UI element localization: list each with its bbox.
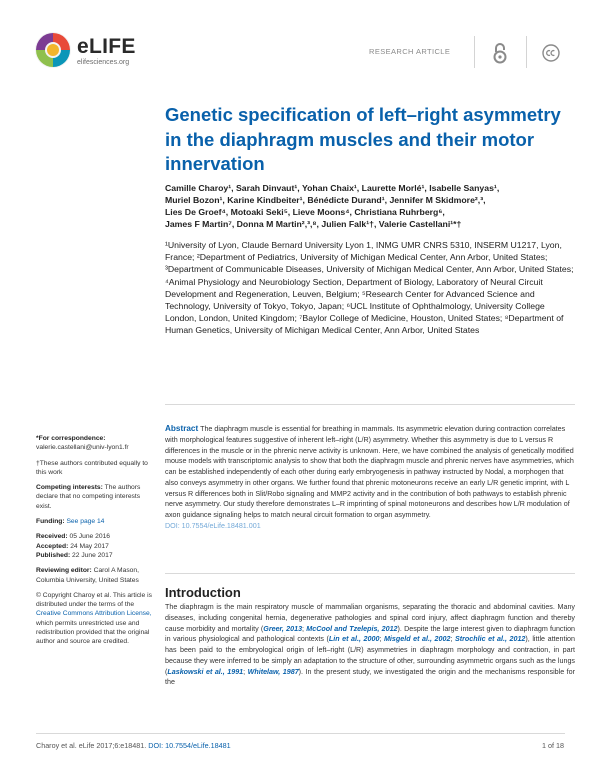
author-line: James F Martin⁷, Donna M Martin²,³,⁸, Julien Falk¹†, Valerie Castellani¹*† [165, 219, 462, 229]
accepted-label: Accepted: [36, 542, 69, 550]
competing-interests [36, 483, 154, 511]
article-title: Genetic specification of left–right asymmetry in the diaphragm muscles and their motor innervation [165, 104, 561, 174]
reviewing-editor [36, 566, 154, 585]
body-text: ; [302, 624, 307, 633]
editor-value: Carol A Mason, Columbia University, United States [36, 567, 139, 584]
footer-citation-text: Charoy et al. eLife 2017;6:e18481. [36, 741, 147, 750]
equal-contribution-note: †These authors contributed equally to this work [36, 459, 148, 476]
citation-link[interactable]: McCool and Tzelepis, 2012 [306, 624, 398, 633]
author-line: Lies De Groef⁴, Motoaki Seki⁵, Lieve Moons⁴, Christiana Ruhrberg⁶, [165, 207, 445, 217]
competing-value: The authors declare that no competing interests exist. [36, 484, 141, 510]
body-text: ; [379, 635, 384, 644]
abstract [165, 424, 575, 532]
received-date: 05 June 2016 [69, 533, 111, 541]
funding-label: Funding: [36, 518, 65, 526]
body-text: The diaphragm is the main respiratory muscle of mammalian organisms, separating the thoracic and abdominal cavities. Many diseases, including congenital hernia, degenerative pathologies and spinal cord injury, affect diaphragm function and thereby cause morbidity and mortality ( [165, 603, 575, 633]
article-type: RESEARCH ARTICLE [369, 47, 451, 56]
author-line: Camille Charoy¹, Sarah Dinvaut¹, Yohan Chaix¹, Laurette Morlé¹, Isabelle Sanyas¹, [165, 183, 500, 193]
footer-divider [36, 733, 565, 734]
published-label: Published: [36, 551, 71, 559]
abstract-text: The diaphragm muscle is essential for breathing in mammals. Its asymmetric elevation during contraction correlates with morphological features suggestive of inherent left–right (L/R) asymmetry. Whether this asymmetry is due to L versus R differences in the muscle or in the phrenic nerve activity is unknown. Here, we have combined the analysis of genetically modified mouse models with transcriptomic analysis to show that both the diaphragm muscle and phrenic nerves have asymmetries, which can be established independently of each other during early embryogenesis in pathway instructed by Nodal, a morphogen that also conveys asymmetry in other organs. We further found that phrenic motoneurons receive an early L/R genetic imprint, with L versus R differences both in Slit/Robo signaling and MMP2 activity and in the contribution of both pathways to establish phrenic nerve asymmetry. Our study therefore demonstrates L–R imprinting of spinal motoneurons and describes how L/R modulation of axon guidance signaling helps to match neural circuit formation to organ asymmetry. [165, 425, 574, 519]
author-line: Muriel Bozon¹, Karine Kindbeiter¹, Bénédicte Durand¹, Jennifer M Skidmore²,³, [165, 195, 486, 205]
logo-wordmark: eLIFE [77, 35, 136, 58]
citation-link[interactable]: Greer, 2013 [263, 624, 303, 633]
funding-link[interactable]: See page 14 [66, 518, 105, 526]
received-label: Received: [36, 533, 68, 541]
elife-logo[interactable] [33, 30, 148, 70]
open-access-icon[interactable] [490, 42, 510, 64]
citation-link[interactable]: Misgeld et al., 2002 [383, 635, 451, 644]
creative-commons-icon[interactable] [542, 44, 560, 62]
citation-link[interactable]: Strochlic et al., 2012 [454, 635, 526, 644]
competing-label: Competing interests: [36, 484, 103, 492]
body-text: ; [243, 667, 248, 676]
section-heading: Introduction [165, 585, 241, 600]
page-number: 1 of 18 [542, 741, 564, 750]
citation-link[interactable]: Lin et al., 2000 [328, 635, 380, 644]
correspondence-label: *For correspondence: [36, 435, 106, 442]
body-text: ). In the present study, we investigated the origin and the mechanisms responsible for the [165, 667, 575, 687]
editor-label: Reviewing editor: [36, 567, 92, 575]
logo-url: elifesciences.org [77, 59, 130, 66]
citation-link[interactable]: Whitelaw, 1987 [247, 667, 299, 676]
affiliations: ¹University of Lyon, Claude Bernard University Lyon 1, INMG UMR CNRS 5310, INSERM U1217, Lyon, France; ²Department of Pediatrics, University of Michigan Medical Center, Ann Arbor, United States; ³Department of Communicable Diseases, University of Michigan Medical Center, Ann Arbor, United States; ⁴Animal Physiology and Neurobiology Section, Department of Biology, Laboratory of Neural Circuit Development and Regeneration, Leuven, Belgium; ⁵Research Center for Advanced Science and Technology, University of Tokyo, Tokyo, Japan; ⁶UCL Institute of Ophthalmology, University College London, London, United Kingdom; ⁷Baylor College of Medicine, Houston, United States; ⁸Department of Human Genetics, University of Michigan Medical Center, Ann Arbor, United States [165, 240, 574, 336]
correspondence-email[interactable]: valerie.castellani@univ-lyon1.fr [36, 444, 129, 452]
correspondence [36, 434, 154, 453]
divider [165, 573, 575, 574]
copyright-text: which permits unrestricted use and redistribution provided that the original author and source are credited. [36, 619, 150, 646]
body-text: ). Despite the large interest given to diaphragm function in various physiological and pathological contexts ( [165, 624, 576, 644]
divider [165, 404, 575, 405]
footer-doi-link[interactable]: DOI: 10.7554/eLife.18481 [148, 741, 231, 750]
abstract-heading: Abstract [165, 424, 199, 433]
body-text: ; [450, 635, 455, 644]
funding [36, 517, 154, 526]
body-text: ), little attention has been paid to the embryological origin of left–right (L/R) asymmetries in diaphragm morphology and contraction, in part because they were inferred to be simply an adaptation to the structure of other, surrounding asymmetric organs such as the lungs ( [165, 635, 575, 676]
elife-logo-mark-icon [33, 30, 73, 70]
header-divider [526, 36, 527, 68]
published-date: 22 June 2017 [72, 551, 113, 559]
sidebar [36, 434, 154, 653]
author-list [165, 182, 575, 230]
copyright-text: © Copyright Charoy et al. This article is distributed under the terms of the [36, 591, 152, 609]
footer-citation [36, 741, 231, 750]
citation-link[interactable]: Laskowski et al., 1991 [167, 667, 244, 676]
header-divider [474, 36, 475, 68]
accepted-date: 24 May 2017 [70, 542, 109, 550]
dates [36, 532, 154, 560]
introduction-paragraph [165, 602, 575, 688]
license-link[interactable]: Creative Commons Attribution License, [36, 610, 152, 618]
abstract-doi[interactable]: DOI: 10.7554/eLife.18481.001 [165, 521, 261, 530]
copyright [36, 591, 154, 647]
